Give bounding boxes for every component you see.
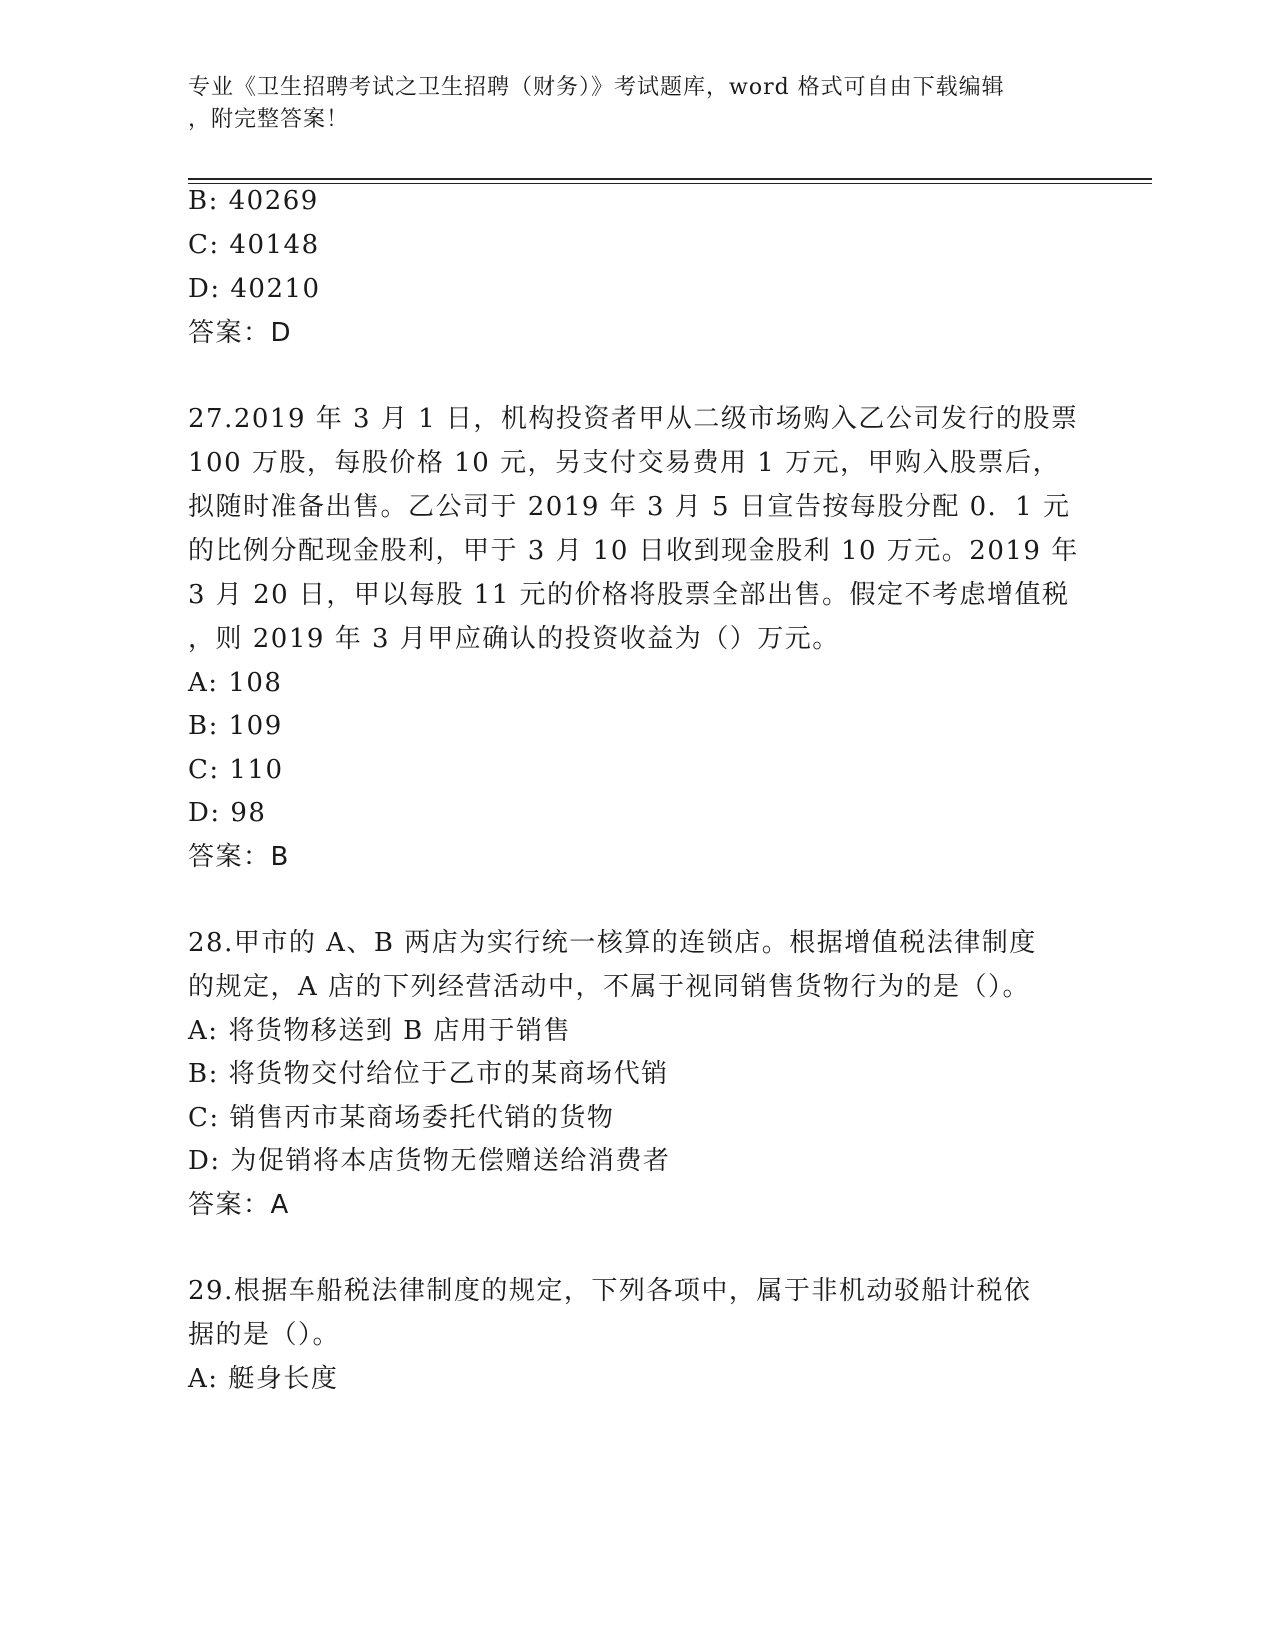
header-line-1: 专业《卫生招聘考试之卫生招聘（财务）》考试题库，word 格式可自由下载编辑: [188, 75, 1005, 100]
option-text: 40210: [230, 274, 321, 304]
q29-stem-line-1: 29.根据车船税法律制度的规定，下列各项中，属于非机动驳船计税依: [188, 1276, 1032, 1306]
option-text: 艇身长度: [228, 1364, 339, 1394]
option-text: 109: [228, 711, 283, 741]
q27-option-c: [188, 747, 1088, 793]
q28-option-b: [188, 1051, 1088, 1097]
option-letter: D:: [188, 274, 221, 304]
document-header: [188, 72, 1088, 136]
option-text: 将货物移送到 B 店用于销售: [228, 1016, 571, 1046]
option-text: 将货物交付给位于乙市的某商场代销: [228, 1059, 669, 1089]
q27-option-a: [188, 660, 1088, 706]
option-letter: C:: [188, 755, 220, 785]
option-text: 110: [229, 755, 284, 785]
q27-stem-line-4: 的比例分配现金股利，甲于 3 月 10 日收到现金股利 10 万元。2019 年: [188, 536, 1079, 566]
q28-option-c: [188, 1095, 1088, 1141]
option-letter: B:: [188, 1059, 219, 1089]
q28-stem-line-1: 28.甲市的 A、B 两店为实行统一核算的连锁店。根据增值税法律制度: [188, 928, 1037, 958]
q29-stem-line-2: 据的是（）。: [188, 1320, 341, 1350]
option-text: 98: [230, 798, 267, 828]
q27-stem-line-5: 3 月 20 日，甲以每股 11 元的价格将股票全部出售。假定不考虑增值税: [188, 580, 1070, 610]
option-letter: C:: [188, 1103, 220, 1133]
option-letter: A:: [188, 1016, 219, 1046]
q26-option-b: [188, 178, 1088, 224]
q27-answer: 答案：B: [188, 842, 290, 872]
q27-stem-line-2: 100 万股，每股价格 10 元，另支付交易费用 1 万元，甲购入股票后，: [188, 448, 1061, 478]
option-text: 108: [228, 668, 283, 698]
q28-option-d: [188, 1138, 1088, 1184]
q26-answer: 答案：D: [188, 318, 293, 348]
option-letter: D:: [188, 1146, 221, 1176]
q27-stem-line-1: 27.2019 年 3 月 1 日，机构投资者甲从二级市场购入乙公司发行的股票: [188, 404, 1079, 434]
option-letter: A:: [188, 1364, 219, 1394]
q26-option-d: [188, 266, 1088, 312]
q27-stem-line-6: ，则 2019 年 3 月甲应确认的投资收益为（）万元。: [188, 624, 840, 654]
option-text: 销售丙市某商场委托代销的货物: [229, 1103, 615, 1133]
q27-option-d: [188, 790, 1088, 836]
option-letter: D:: [188, 798, 221, 828]
q29-option-a: [188, 1356, 1088, 1402]
option-letter: C:: [188, 230, 220, 260]
option-letter: B:: [188, 711, 219, 741]
option-text: 为促销将本店货物无偿赠送给消费者: [230, 1146, 671, 1176]
q27-option-b: [188, 703, 1088, 749]
q27-stem-line-3: 拟随时准备出售。乙公司于 2019 年 3 月 5 日宣告按每股分配 0．1 元: [188, 492, 1071, 522]
option-letter: A:: [188, 668, 219, 698]
q28-stem-line-2: 的规定，A 店的下列经营活动中，不属于视同销售货物行为的是（）。: [188, 972, 1031, 1002]
q28-option-a: [188, 1008, 1088, 1054]
q26-option-c: [188, 222, 1088, 268]
option-text: 40269: [228, 186, 319, 216]
header-line-2: ，附完整答案！: [188, 107, 350, 132]
option-text: 40148: [229, 230, 320, 260]
option-letter: B:: [188, 186, 219, 216]
q28-answer: 答案：A: [188, 1190, 290, 1220]
